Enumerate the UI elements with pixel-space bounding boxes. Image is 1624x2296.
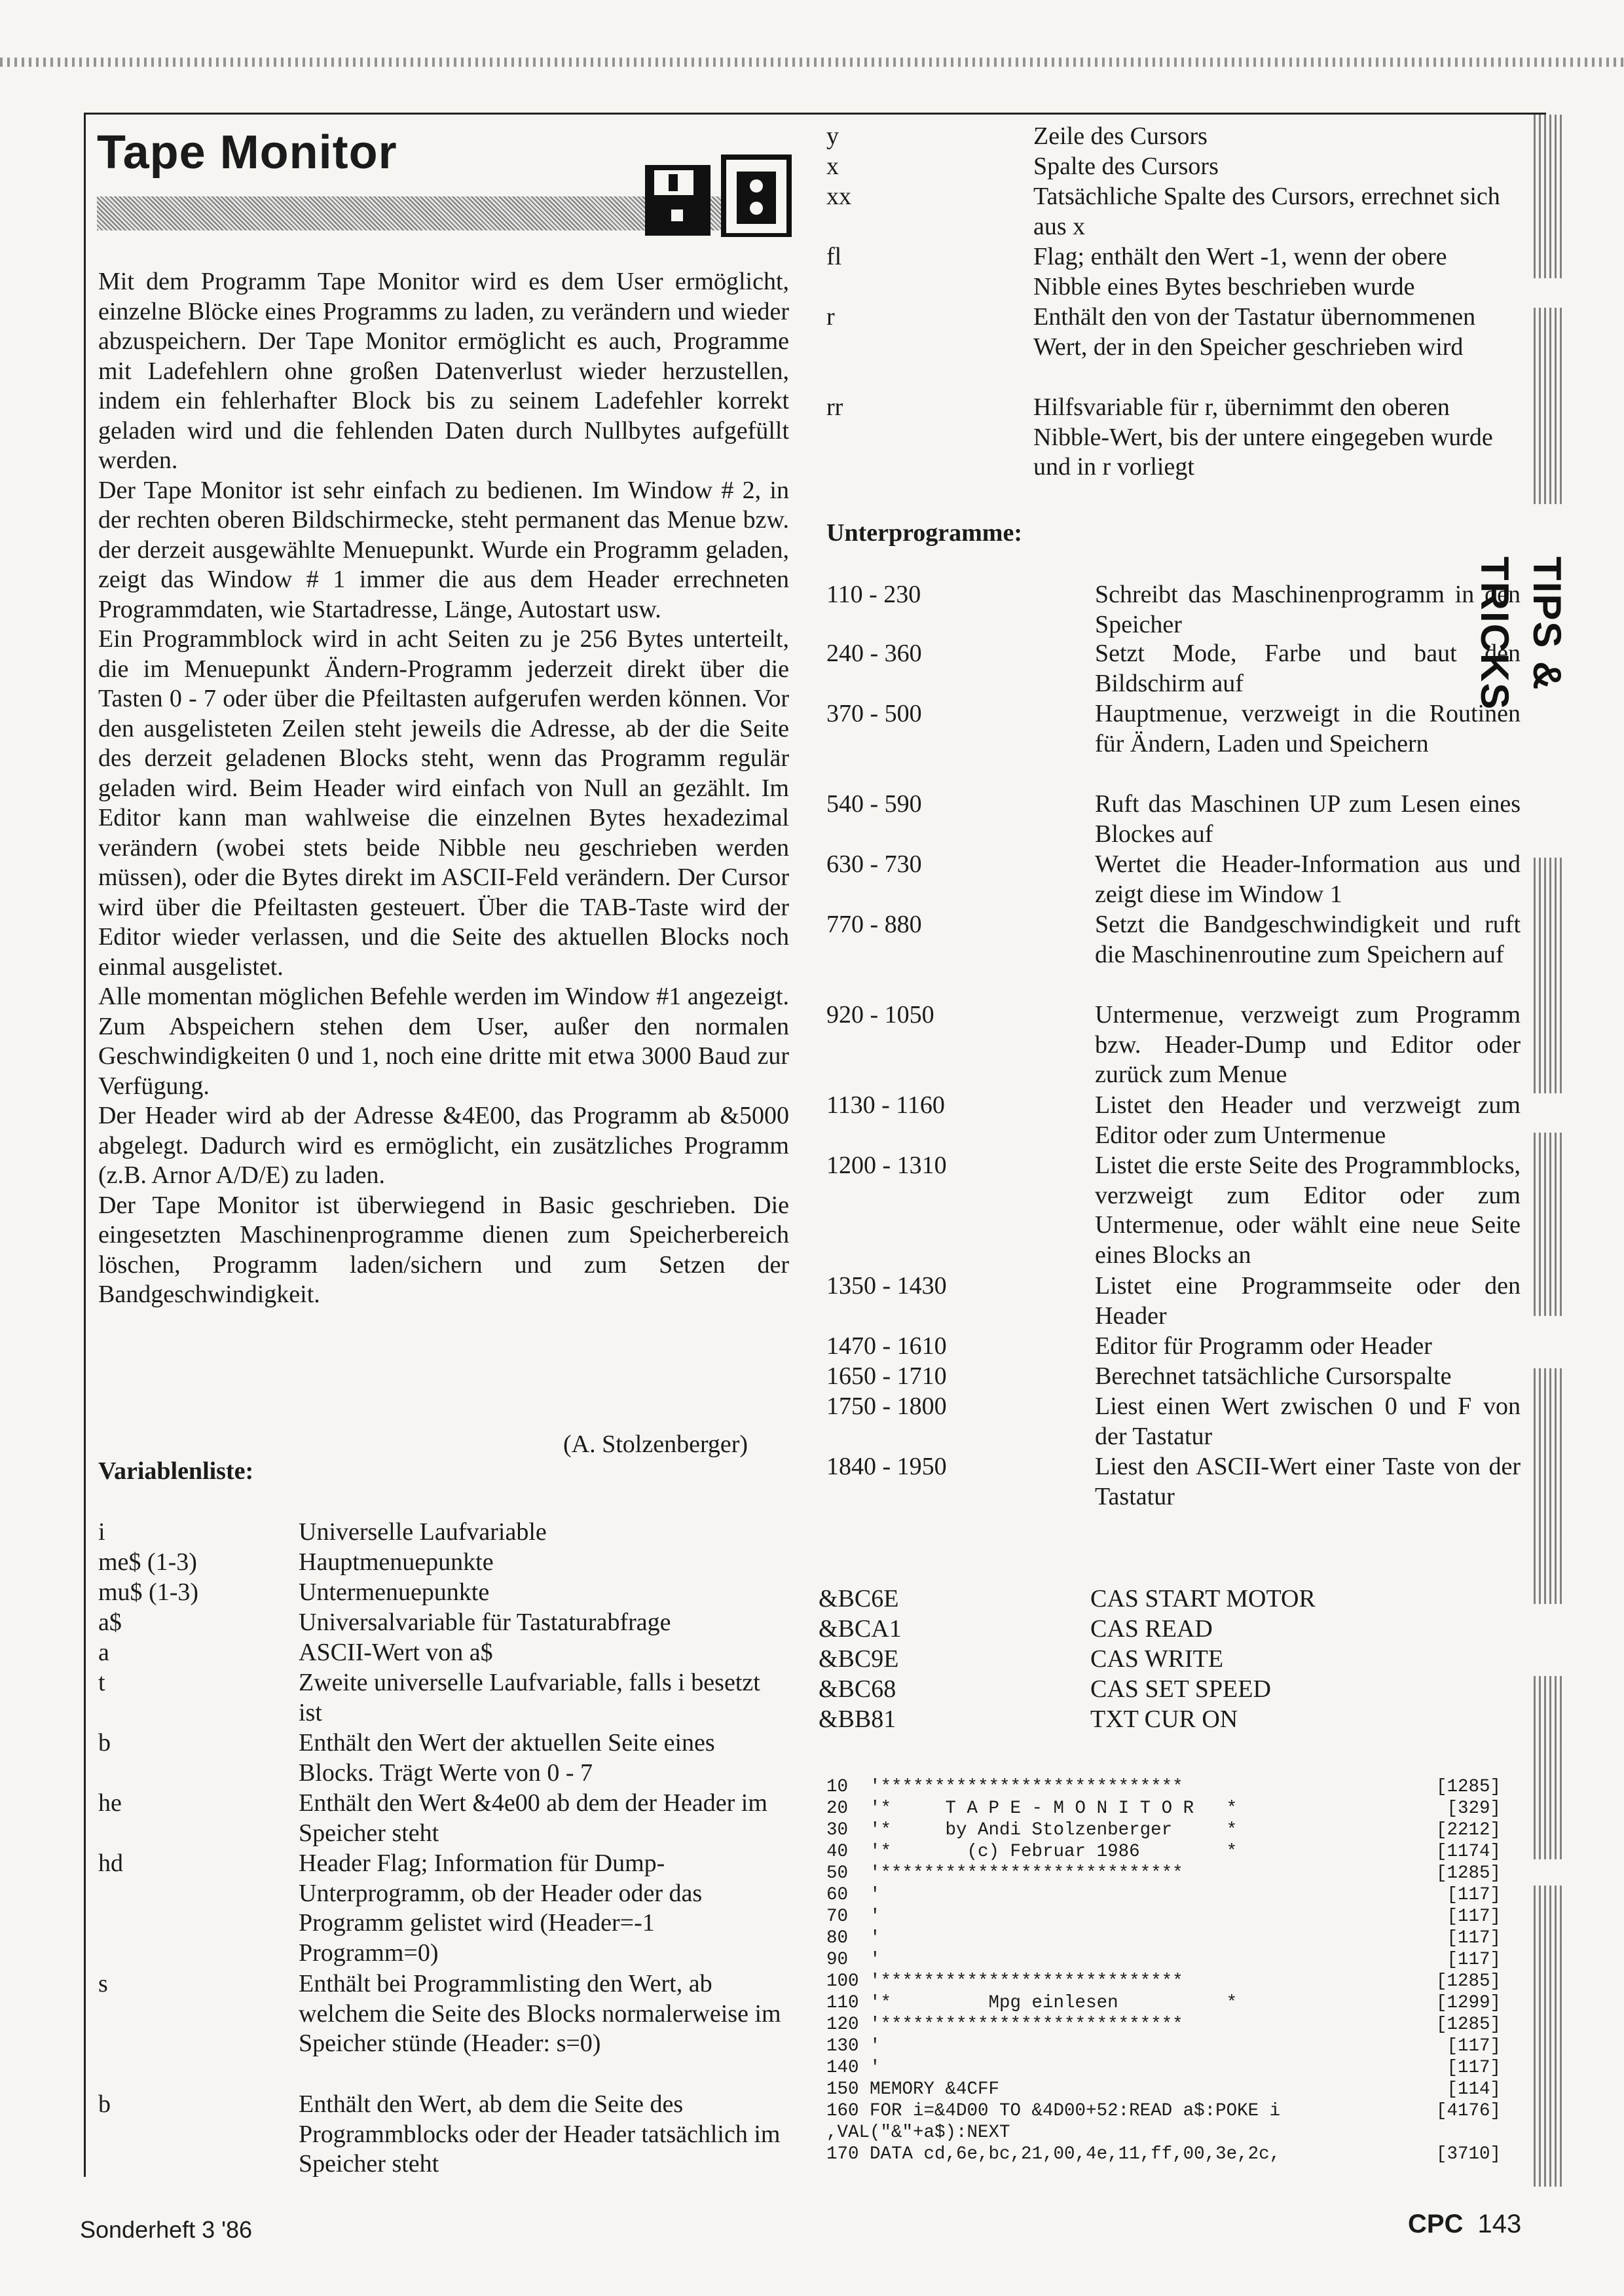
listing-checksum: [4176] — [1435, 2101, 1501, 2121]
variable-desc: Header Flag; Information für Dump-Unterprogramm, ob der Header oder das Programm gelistet wird (Header=-1 Programm=0) — [299, 1850, 703, 1967]
listing-checksum: [329] — [1447, 1798, 1501, 1819]
listing-text: 100 '**************************** — [826, 1971, 1183, 1992]
subroutine-desc: Listet eine Programmseite oder den Header — [1095, 1272, 1521, 1330]
magazine-name: CPC — [1408, 2210, 1464, 2238]
listing-line — [826, 1884, 1501, 1906]
variable-desc: Hauptmenuepunkte — [299, 1548, 494, 1576]
listing-line — [826, 2057, 1501, 2079]
firmware-name: CAS READ — [1090, 1615, 1213, 1643]
basic-listing — [826, 1776, 1501, 2165]
variable-name: rr — [826, 393, 843, 421]
intro-text — [98, 267, 789, 1310]
listing-line — [826, 1971, 1501, 1992]
listing-line — [826, 1819, 1501, 1841]
variable-desc: Spalte des Cursors — [1033, 153, 1219, 180]
listing-text: 120 '**************************** — [826, 2014, 1183, 2035]
variable-name: xx — [826, 183, 851, 210]
listing-checksum: [117] — [1447, 1950, 1501, 1970]
subroutine-range: 1470 - 1610 — [826, 1332, 947, 1360]
subroutine-range: 1130 - 1160 — [826, 1091, 945, 1119]
firmware-address: &BCA1 — [819, 1615, 902, 1643]
listing-text: 20 '* T A P E - M O N I T O R * — [826, 1798, 1238, 1819]
footer-issue: Sonderheft 3 '86 — [80, 2216, 253, 2243]
side-deco-pattern — [1534, 308, 1564, 504]
variable-name: t — [98, 1669, 105, 1696]
firmware-name: CAS START MOTOR — [1090, 1585, 1316, 1613]
listing-line — [826, 2122, 1501, 2143]
variable-name: me$ (1-3) — [98, 1548, 197, 1576]
listing-line — [826, 2014, 1501, 2035]
subroutine-desc: Setzt die Bandgeschwindigkeit und ruft die Maschinenroutine zum Speichern auf — [1095, 911, 1521, 968]
listing-text: 160 FOR i=&4D00 TO &4D00+52:READ a$:POKE i — [826, 2101, 1281, 2121]
firmware-name: CAS SET SPEED — [1090, 1675, 1271, 1703]
listing-line — [826, 2035, 1501, 2057]
variable-desc: Universelle Laufvariable — [299, 1518, 547, 1546]
listing-line — [826, 1776, 1501, 1798]
variable-name: a — [98, 1639, 109, 1666]
variable-name: hd — [98, 1850, 123, 1877]
subroutine-range: 1650 - 1710 — [826, 1362, 947, 1390]
listing-checksum: [1174] — [1435, 1842, 1501, 1862]
variable-desc: Enthält den Wert, ab dem die Seite des Programmblocks oder der Header tatsächlich im Speicher steht — [299, 2090, 781, 2178]
variable-desc: ASCII-Wert von a$ — [299, 1639, 493, 1666]
subroutine-range: 240 - 360 — [826, 640, 922, 667]
variable-desc: Enthält den von der Tastatur übernommenen Wert, der in den Speicher geschrieben wird — [1033, 303, 1476, 361]
listing-checksum: [1285] — [1435, 1777, 1501, 1797]
subroutine-range: 770 - 880 — [826, 911, 922, 938]
listing-line — [826, 1906, 1501, 1927]
listing-text: 170 DATA cd,6e,bc,21,00,4e,11,ff,00,3e,2c, — [826, 2144, 1281, 2164]
subroutine-desc: Wertet die Header-Information aus und zeigt diese im Window 1 — [1095, 850, 1521, 908]
subroutine-range: 1750 - 1800 — [826, 1393, 947, 1420]
variable-name: s — [98, 1970, 108, 1997]
listing-line — [826, 1863, 1501, 1884]
variable-name: mu$ (1-3) — [98, 1578, 199, 1606]
variable-name: y — [826, 122, 839, 150]
subroutine-desc: Listet den Header und verzweigt zum Editor oder zum Untermenue — [1095, 1091, 1521, 1149]
variable-name: b — [98, 2090, 111, 2118]
listing-text: 70 ' — [826, 1906, 881, 1927]
subroutine-range: 630 - 730 — [826, 850, 922, 878]
variable-desc: Untermenuepunkte — [299, 1578, 490, 1606]
listing-checksum: [117] — [1447, 2036, 1501, 2056]
section-label: TIPS & TRICKS — [1473, 556, 1569, 711]
variable-name: b — [98, 1729, 111, 1757]
subroutine-range: 1200 - 1310 — [826, 1152, 947, 1179]
subroutine-desc: Listet die erste Seite des Programmblocks, verzweigt zum Editor oder zum Untermenue, oder wählt eine neue Seite eines Blocks an — [1095, 1152, 1521, 1269]
variablenliste-heading: Variablenliste: — [98, 1457, 254, 1485]
listing-text: 110 '* Mpg einlesen * — [826, 1993, 1238, 2013]
subroutine-range: 540 - 590 — [826, 790, 922, 818]
intro-paragraph: Ein Programmblock wird in acht Seiten zu je 256 Bytes unterteilt, die im Menuepunkt Ändern-Programm jederzeit direkt über die Tasten 0 - 7 oder über die Pfeiltasten aufgerufen werden können. Vor den ausgelisteten Zeilen steht jeweils die Adresse, ab der die Seite des derzeit geladenen Blocks steht, wenn das Programm regulär geladen wird. Beim Header wird einfach von Null an gezählt. Im Editor kann man wahlweise die einzelnen Bytes hexadezimal verändern (wobei stets beide Nibble neu geschrieben werden müssen), oder die Bytes direkt im ASCII-Feld verändern. Der Cursor wird über die Pfeiltasten gesteuert. Über die TAB-Taste wird der Editor wieder verlassen, und die Seite des aktuellen Blocks noch einmal ausgelistet. — [98, 625, 789, 981]
variable-name: i — [98, 1518, 105, 1546]
variable-name: he — [98, 1789, 122, 1817]
listing-checksum: [1299] — [1435, 1993, 1501, 2013]
firmware-name: CAS WRITE — [1090, 1645, 1224, 1673]
subroutine-desc: Liest einen Wert zwischen 0 und F von der Tastatur — [1095, 1393, 1521, 1450]
unterprogramme-heading: Unterprogramme: — [826, 519, 1022, 547]
listing-text: 80 ' — [826, 1928, 881, 1948]
page-number: 143 — [1477, 2210, 1522, 2238]
variable-name: fl — [826, 243, 842, 270]
intro-paragraph: Der Tape Monitor ist sehr einfach zu bedienen. Im Window # 2, in der rechten oberen Bildschirmecke, steht permanent das Menue bzw. der derzeit ausgewählte Menuepunkt. Wurde ein Programm geladen, zeigt das Window # 1 immer die aus dem Header errechneten Programmdaten, wie Startadresse, Länge, Autostart usw. — [98, 476, 789, 623]
subroutine-range: 1350 - 1430 — [826, 1272, 947, 1300]
listing-checksum: [1285] — [1435, 2014, 1501, 2035]
firmware-address: &BB81 — [819, 1705, 896, 1733]
side-deco-pattern — [1534, 115, 1564, 278]
subroutine-desc: Untermenue, verzweigt zum Programm bzw. Header-Dump und Editor oder zurück zum Menue — [1095, 1001, 1521, 1088]
side-deco-pattern — [1534, 1368, 1564, 1604]
listing-text: ,VAL("&"+a$):NEXT — [826, 2123, 1010, 2143]
variable-desc: Universalvariable für Tastaturabfrage — [299, 1609, 671, 1636]
listing-checksum: [114] — [1447, 2079, 1501, 2100]
variable-desc: Hilfsvariable für r, übernimmt den oberen Nibble-Wert, bis der untere eingegeben wurde und in r vorliegt — [1033, 393, 1493, 481]
subroutine-desc: Hauptmenue, verzweigt in die Routinen für Ändern, Laden und Speichern — [1095, 700, 1521, 757]
listing-line — [826, 1798, 1501, 1819]
firmware-address: &BC9E — [819, 1645, 899, 1673]
listing-checksum: [117] — [1447, 2058, 1501, 2078]
subroutine-range: 920 - 1050 — [826, 1001, 934, 1029]
listing-checksum: [117] — [1447, 1885, 1501, 1905]
variable-desc: Enthält den Wert der aktuellen Seite eines Blocks. Trägt Werte von 0 - 7 — [299, 1729, 715, 1787]
listing-line — [826, 2079, 1501, 2100]
listing-text: 10 '**************************** — [826, 1777, 1183, 1797]
variable-desc: Zweite universelle Laufvariable, falls i besetzt ist — [299, 1669, 760, 1726]
subroutine-range: 110 - 230 — [826, 581, 921, 608]
author: (A. Stolzenberger) — [563, 1430, 748, 1458]
subroutine-desc: Berechnet tatsächliche Cursorspalte — [1095, 1362, 1452, 1390]
firmware-name: TXT CUR ON — [1090, 1705, 1238, 1733]
listing-line — [826, 2100, 1501, 2122]
listing-checksum: [2212] — [1435, 1820, 1501, 1840]
listing-text: 40 '* (c) Februar 1986 * — [826, 1842, 1238, 1862]
subroutine-desc: Ruft das Maschinen UP zum Lesen eines Blockes auf — [1095, 790, 1521, 848]
side-deco-pattern — [1534, 1886, 1564, 2187]
listing-checksum: [117] — [1447, 1928, 1501, 1948]
page-title: Tape Monitor — [97, 126, 397, 179]
listing-text: 140 ' — [826, 2058, 881, 2078]
listing-checksum: [3710] — [1435, 2144, 1501, 2164]
listing-checksum: [1285] — [1435, 1863, 1501, 1884]
listing-line — [826, 1949, 1501, 1971]
intro-paragraph: Der Tape Monitor ist überwiegend in Basic geschrieben. Die eingesetzten Maschinenprogramme dienen zum Speicherbereich löschen, Programm laden/sichern und zum Setzen der Bandgeschwindigkeit. — [98, 1191, 789, 1308]
listing-line — [826, 1992, 1501, 2014]
subroutine-desc: Editor für Programm oder Header — [1095, 1332, 1432, 1360]
listing-line — [826, 1841, 1501, 1863]
intro-paragraph: Der Header wird ab der Adresse &4E00, das Programm ab &5000 abgelegt. Dadurch wird es ermöglicht, ein zusätzliches Programm (z.B. Arnor A/D/E) zu laden. — [98, 1102, 789, 1189]
top-dot-rule — [0, 58, 1624, 67]
listing-line — [826, 1927, 1501, 1949]
footer-page — [1408, 2210, 1521, 2239]
listing-line — [826, 2143, 1501, 2165]
firmware-address: &BC68 — [819, 1675, 896, 1703]
disk-cassette-icon — [645, 145, 792, 237]
side-deco-pattern — [1534, 1133, 1564, 1316]
variable-desc: Tatsächliche Spalte des Cursors, errechnet sich aus x — [1033, 183, 1500, 240]
subroutine-range: 1840 - 1950 — [826, 1453, 947, 1480]
variable-desc: Enthält den Wert &4e00 ab dem der Header im Speicher steht — [299, 1789, 767, 1847]
listing-text: 130 ' — [826, 2036, 881, 2056]
subroutine-desc: Setzt Mode, Farbe und baut den Bildschirm auf — [1095, 640, 1521, 697]
variable-name: r — [826, 303, 835, 331]
intro-paragraph: Mit dem Programm Tape Monitor wird es dem User ermöglicht, einzelne Blöcke eines Programms zu laden, zu verändern und wieder abzuspeichern. Der Tape Monitor ermöglicht es auch, Programme mit Ladefehlern ohne großen Datenverlust wieder herzustellen, indem ein fehlerhafter Block bis zu seinem Ladefehler korrekt geladen wird und die fehlenden Daten durch Nullbytes aufgefüllt werden. — [98, 268, 789, 474]
variable-name: x — [826, 153, 839, 180]
variable-name: a$ — [98, 1609, 122, 1636]
subroutine-desc: Schreibt das Maschinenprogramm in den Speicher — [1095, 581, 1521, 638]
listing-text: 150 MEMORY &4CFF — [826, 2079, 1000, 2100]
side-deco-pattern — [1534, 858, 1564, 1093]
listing-text: 90 ' — [826, 1950, 881, 1970]
variable-desc: Zeile des Cursors — [1033, 122, 1208, 150]
listing-text: 30 '* by Andi Stolzenberger * — [826, 1820, 1238, 1840]
variable-desc: Flag; enthält den Wert -1, wenn der obere Nibble eines Bytes beschrieben wurde — [1033, 243, 1447, 301]
firmware-address: &BC6E — [819, 1585, 899, 1613]
listing-checksum: [117] — [1447, 1906, 1501, 1927]
variable-desc: Enthält bei Programmlisting den Wert, ab welchem die Seite des Blocks normalerweise im Speicher stünde (Header: s=0) — [299, 1970, 781, 2057]
subroutine-range: 370 - 500 — [826, 700, 922, 727]
listing-text: 50 '**************************** — [826, 1863, 1183, 1884]
subroutine-desc: Liest den ASCII-Wert einer Taste von der Tastatur — [1095, 1453, 1521, 1510]
listing-text: 60 ' — [826, 1885, 881, 1905]
intro-paragraph: Alle momentan möglichen Befehle werden im Window #1 angezeigt. Zum Abspeichern stehen dem User, außer den normalen Geschwindigkeiten 0 und 1, noch eine dritte mit etwa 3000 Baud zur Verfügung. — [98, 983, 789, 1100]
listing-checksum: [1285] — [1435, 1971, 1501, 1992]
side-deco-pattern — [1534, 1676, 1564, 1859]
